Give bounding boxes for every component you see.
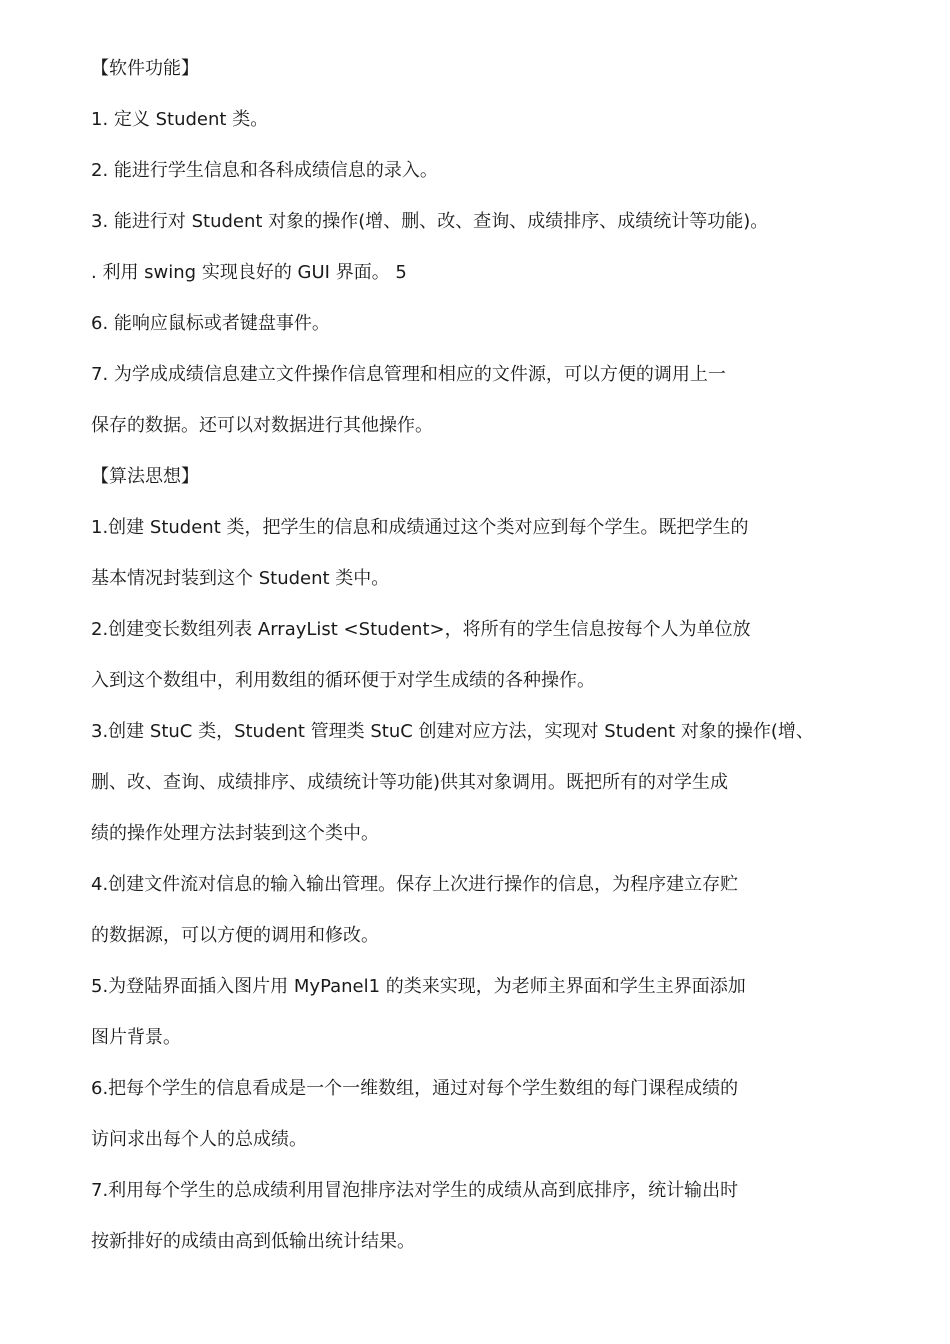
- section-heading-software-functions: 【软件功能】: [91, 58, 199, 79]
- function-item-6: 6. 能响应鼠标或者键盘事件。: [91, 313, 330, 334]
- function-item-7: 7. 为学成成绩信息建立文件操作信息管理和相应的文件源，可以方便的调用上一: [91, 364, 726, 385]
- algorithm-item-7-continued: 按新排好的成绩由高到低输出统计结果。: [91, 1231, 415, 1252]
- algorithm-item-3: 3.创建 StuC 类，Student 管理类 StuC 创建对应方法，实现对 Student 对象的操作(增、: [91, 721, 814, 742]
- algorithm-item-3-continued: 删、改、查询、成绩排序、成绩统计等功能)供其对象调用。既把所有的对学生成: [91, 772, 729, 793]
- function-item-2: 2. 能进行学生信息和各科成绩信息的录入。: [91, 160, 438, 181]
- algorithm-item-1-continued: 基本情况封装到这个 Student 类中。: [91, 568, 390, 589]
- algorithm-item-1: 1.创建 Student 类，把学生的信息和成绩通过这个类对应到每个学生。既把学生的: [91, 517, 749, 538]
- algorithm-item-5: 5.为登陆界面插入图片用 MyPanel1 的类来实现，为老师主界面和学生主界面添加: [91, 976, 746, 997]
- algorithm-item-4: 4.创建文件流对信息的输入输出管理。保存上次进行操作的信息，为程序建立存贮: [91, 874, 739, 895]
- function-item-1: 1. 定义 Student 类。: [91, 109, 269, 130]
- algorithm-item-7: 7.利用每个学生的总成绩利用冒泡排序法对学生的成绩从高到底排序，统计输出时: [91, 1180, 739, 1201]
- algorithm-item-3-continued-2: 绩的操作处理方法封装到这个类中。: [91, 823, 379, 844]
- function-item-7-continued: 保存的数据。还可以对数据进行其他操作。: [91, 415, 433, 436]
- algorithm-item-6-continued: 访问求出每个人的总成绩。: [91, 1129, 307, 1150]
- algorithm-item-2-continued: 入到这个数组中，利用数组的循环便于对学生成绩的各种操作。: [91, 670, 595, 691]
- algorithm-item-6: 6.把每个学生的信息看成是一个一维数组，通过对每个学生数组的每门课程成绩的: [91, 1078, 739, 1099]
- algorithm-item-4-continued: 的数据源，可以方便的调用和修改。: [91, 925, 379, 946]
- section-heading-algorithm: 【算法思想】: [91, 466, 199, 487]
- function-item-3: 3. 能进行对 Student 对象的操作(增、删、改、查询、成绩排序、成绩统计等功能)。: [91, 211, 769, 232]
- algorithm-item-5-continued: 图片背景。: [91, 1027, 181, 1048]
- algorithm-item-2: 2.创建变长数组列表 ArrayList <Student>，将所有的学生信息按每个人为单位放: [91, 619, 751, 640]
- function-item-5: . 利用 swing 实现良好的 GUI 界面。 5: [91, 262, 407, 283]
